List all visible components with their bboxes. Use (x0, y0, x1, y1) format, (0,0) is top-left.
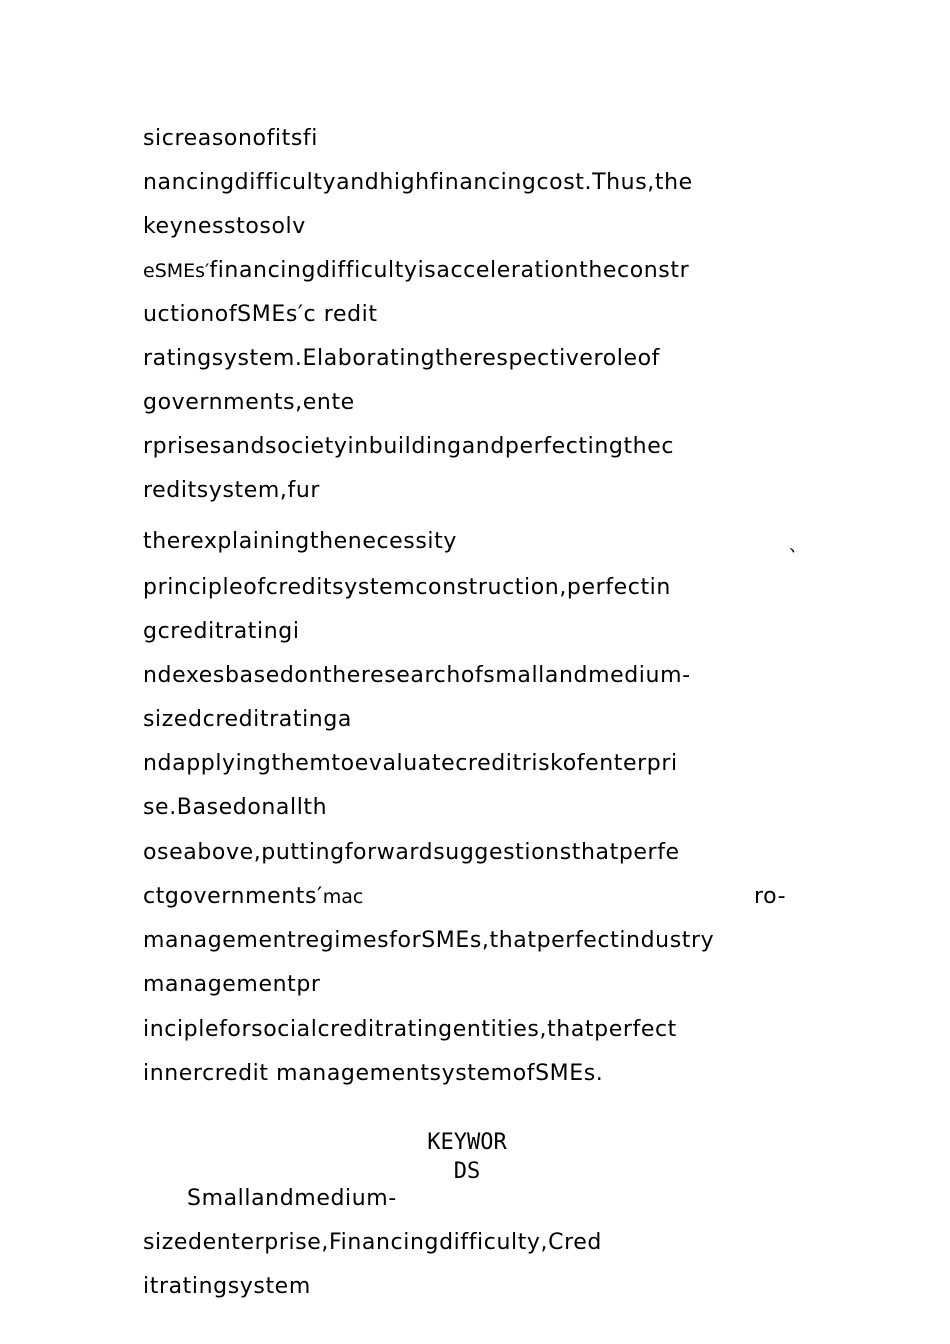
abstract-line: reditsystem,fur (143, 478, 321, 503)
abstract-line: sizedcreditratinga (143, 707, 352, 732)
enumeration-comma-mark: 、 (789, 535, 807, 556)
abstract-line-tail: ro- (754, 884, 787, 909)
abstract-line: ndapplyingthemtoevaluatecreditriskofenterpri (143, 751, 678, 776)
keywords-line: Smallandmedium- (187, 1186, 397, 1211)
abstract-line (143, 882, 363, 912)
abstract-line: gcreditratingi (143, 619, 300, 644)
abstract-line: rprisesandsocietyinbuildingandperfectingthec (143, 434, 675, 459)
keywords-heading: KEYWOR (427, 1130, 507, 1155)
abstract-line-fragment: financingdifficultyisaccelerationtheconstr (209, 258, 690, 283)
abstract-line-fragment: eSMEs′ (143, 260, 210, 282)
keywords-heading-continued: DS (453, 1159, 481, 1184)
abstract-line: managementregimesforSMEs,thatperfectindustry (143, 928, 715, 953)
abstract-line: uctionofSMEs′c redit (143, 302, 378, 327)
abstract-line: incipleforsocialcreditratingentities,thatperfect (143, 1017, 677, 1042)
abstract-line: ndexesbasedontheresearchofsmallandmedium- (143, 663, 691, 688)
keywords-line: sizedenterprise,Financingdifficulty,Cred (143, 1230, 602, 1255)
abstract-line: keynesstosolv (143, 214, 306, 239)
abstract-line: principleofcreditsystemconstruction,perfectin (143, 575, 671, 600)
keywords-line: itratingsystem (143, 1274, 311, 1299)
abstract-line: se.Basedonallth (143, 795, 328, 820)
abstract-line: oseabove,puttingforwardsuggestionsthatperfe (143, 840, 680, 865)
abstract-line: therexplainingthenecessity (143, 529, 457, 554)
abstract-line: nancingdifficultyandhighfinancingcost.Thus,the (143, 170, 693, 195)
abstract-line: sicreasonofitsfi (143, 126, 318, 151)
abstract-line: governments,ente (143, 390, 355, 415)
abstract-line (143, 256, 689, 286)
abstract-line: ratingsystem.Elaboratingtherespectiveroleof (143, 346, 661, 371)
abstract-line-fragment: mac (322, 886, 364, 908)
abstract-line: innercredit managementsystemofSMEs. (143, 1061, 604, 1086)
abstract-line: managementpr (143, 972, 321, 997)
abstract-line-fragment: ctgovernments′ (143, 884, 323, 909)
